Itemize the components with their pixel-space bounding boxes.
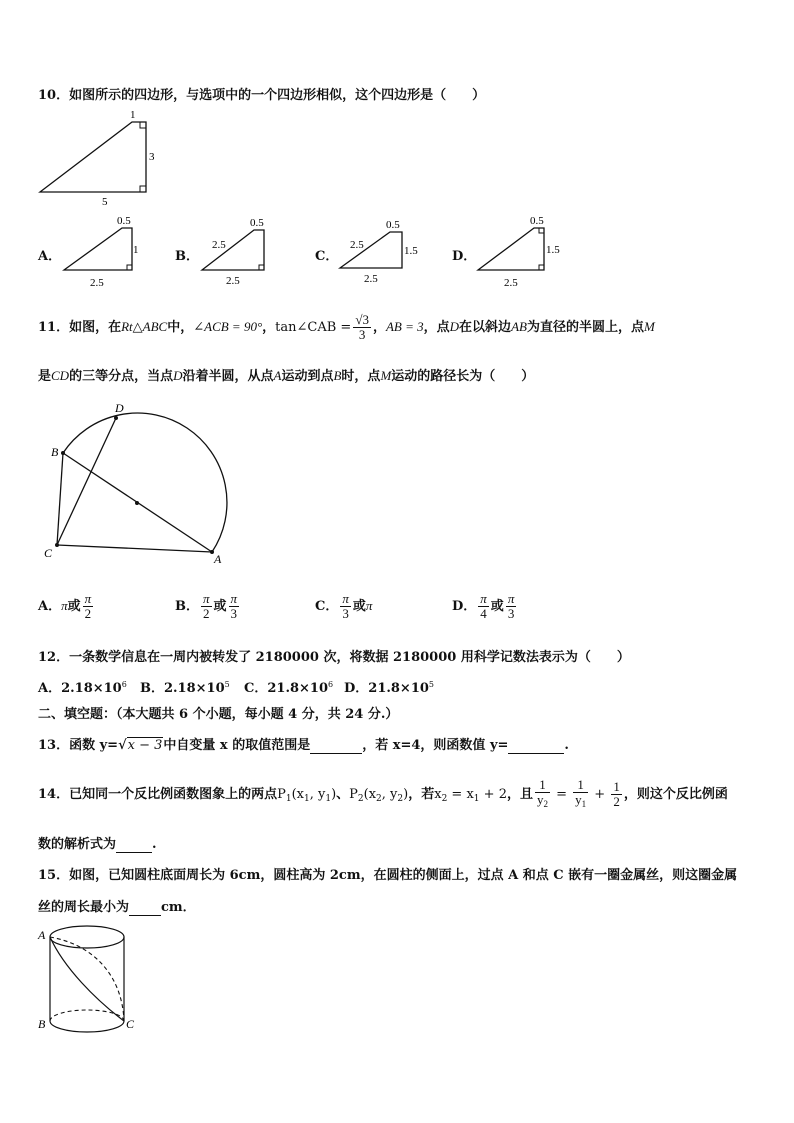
q11-label-A: A xyxy=(214,552,222,566)
q10-B-bottom: 2.5 xyxy=(226,275,240,287)
q15-blank[interactable] xyxy=(129,900,161,916)
q11-option-B[interactable]: B． $\frac{\pi}{2}$ 或 $\frac{\pi}{3}$ xyxy=(175,591,238,621)
q10-option-C[interactable]: C． xyxy=(315,249,339,264)
q10-option-A[interactable]: A． xyxy=(38,249,62,264)
q15-line1: 15．如图，已知圆柱底面周长为 6cm，圆柱高为 2cm，在圆柱的侧面上，过点 A 和点 C 嵌有一圈金属丝，则这圈金属 xyxy=(38,868,738,883)
q14-line2: 数的解析式为 . xyxy=(38,837,157,852)
q10-text: 10．如图所示的四边形，与选项中的一个四边形相似，这个四边形是（ ） xyxy=(38,88,486,103)
q11-option-C[interactable]: C． $\frac{\pi}{3}$ 或π xyxy=(315,591,373,621)
q10-B-left: 2.5 xyxy=(212,239,226,251)
q10-A-bottom: 2.5 xyxy=(90,277,104,289)
q15-label-B: B xyxy=(38,1017,46,1031)
q12-option-B[interactable]: B．$2.18\times 10^5$ xyxy=(140,680,230,696)
q10-main-bottom-label: 5 xyxy=(102,196,108,208)
q10-C-top: 0.5 xyxy=(386,219,400,231)
q14-line1: 14．已知同一个反比例函数图象上的两点$P_1(x_1$, $y_1$)、$P_2(x_2$, $y_2$)，若$x_2 = x_1 + 2$，且 $\frac{1}{y_2}$ = $\frac{1}{y_1}$ + $\frac{1}{2}$ ，则这个反比例函 xyxy=(38,777,728,809)
q10-option-B[interactable]: B． xyxy=(175,249,199,264)
section2-heading: 二、填空题：（本大题共 6 个小题，每小题 4 分，共 24 分.） xyxy=(38,707,399,722)
q11-label-B: B xyxy=(51,445,59,459)
q15-label-A: A xyxy=(38,928,46,942)
q10-main-right-label: 3 xyxy=(149,151,155,163)
q13-text: 13．函数 y=√x − 3中自变量 x 的取值范围是 ，若 x=4，则函数值 y= . xyxy=(38,738,569,753)
q12-text: 12．一条数学信息在一周内被转发了 2180000 次，将数据 2180000 用科学记数法表示为（ ） xyxy=(38,650,630,665)
q13-blank-1[interactable] xyxy=(310,738,362,754)
q11-line2: 是CD的三等分点，当点D沿着半圆，从点A运动到点B时，点M运动的路径长为（ ） xyxy=(38,368,535,384)
q10-A-right: 1 xyxy=(133,244,139,256)
q12-option-A[interactable]: A．$2.18\times 10^6$ xyxy=(38,680,127,696)
q15-label-C: C xyxy=(126,1017,135,1031)
q10-D-top: 0.5 xyxy=(530,215,544,227)
q11-label-D: D xyxy=(115,401,124,415)
q12-option-D[interactable]: D．$21.8\times 10^5$ xyxy=(344,680,435,696)
q13-blank-2[interactable] xyxy=(508,738,564,754)
q10-A-top: 0.5 xyxy=(117,215,131,227)
q10-C-right: 1.5 xyxy=(404,245,418,257)
q10-B-top: 0.5 xyxy=(250,217,264,229)
q11-option-D[interactable]: D． $\frac{\pi}{4}$ 或 $\frac{\pi}{3}$ xyxy=(452,591,515,621)
q10-D-right: 1.5 xyxy=(546,244,560,256)
q11-label-C: C xyxy=(44,546,53,560)
q10-C-left: 2.5 xyxy=(350,239,364,251)
q14-blank[interactable] xyxy=(116,837,152,853)
q10-C-bottom: 2.5 xyxy=(364,273,378,285)
q10-main-top-label: 1 xyxy=(130,109,136,121)
q11-line1: 11．如图，在Rt△ABC中，∠ACB = 90°，tan∠CAB = $\frac{√3}{3}$ ，AB = 3，点D在以斜边AB为直径的半圆上，点M xyxy=(38,312,655,342)
q12-option-C[interactable]: C．$21.8\times 10^6$ xyxy=(244,680,334,696)
q10-option-D[interactable]: D． xyxy=(452,249,477,264)
q15-line2: 丝的周长最小为 cm． xyxy=(38,900,196,915)
q10-D-bottom: 2.5 xyxy=(504,277,518,289)
q11-option-A[interactable]: A．π或 $\frac{\pi}{2}$ xyxy=(38,591,92,621)
